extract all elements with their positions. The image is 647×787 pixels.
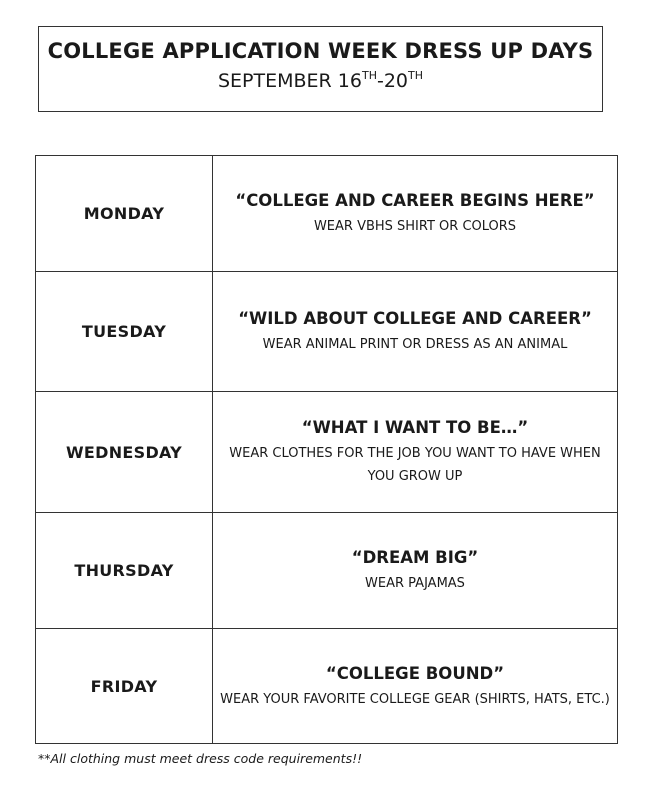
table-row	[36, 513, 618, 629]
theme-cell	[213, 513, 618, 629]
theme-title: “DREAM BIG”	[351, 548, 479, 567]
theme-cell	[213, 392, 618, 513]
table-row	[36, 272, 618, 392]
theme-cell	[213, 156, 618, 272]
theme-instruction: WEAR VBHS SHIRT OR COLORS	[313, 219, 517, 234]
theme-cell	[213, 629, 618, 744]
day-label: WEDNESDAY	[36, 392, 213, 513]
theme-title: “WHAT I WANT TO BE…”	[301, 418, 529, 437]
theme-instruction: WEAR YOUR FAVORITE COLLEGE GEAR (SHIRTS, HATS, ETC.)	[220, 691, 610, 707]
day-label: FRIDAY	[36, 629, 213, 744]
date-start: SEPTEMBER 16	[217, 70, 362, 92]
page-title: COLLEGE APPLICATION WEEK DRESS UP DAYS	[47, 39, 594, 63]
theme-instruction: WEAR CLOTHES FOR THE JOB YOU WANT TO HAVE WHEN YOU GROW UP	[229, 446, 601, 484]
dress-code-footnote: **All clothing must meet dress code requirements!!	[38, 751, 363, 766]
day-label: THURSDAY	[36, 513, 213, 629]
theme-cell	[213, 272, 618, 392]
theme-title: “WILD ABOUT COLLEGE AND CAREER”	[238, 309, 592, 328]
date-end-suffix: TH	[408, 69, 424, 82]
date-start-suffix: TH	[361, 69, 377, 82]
day-label: TUESDAY	[36, 272, 213, 392]
day-label: MONDAY	[36, 156, 213, 272]
title-box	[38, 26, 603, 112]
theme-instruction: WEAR ANIMAL PRINT OR DRESS AS AN ANIMAL	[262, 337, 568, 352]
table-row	[36, 392, 618, 513]
date-range	[39, 69, 602, 92]
date-end: -20	[376, 70, 409, 92]
table-row	[36, 156, 618, 272]
theme-instruction: WEAR PAJAMAS	[365, 576, 465, 591]
dress-up-schedule-table	[35, 155, 618, 744]
theme-title: “COLLEGE BOUND”	[325, 663, 505, 683]
theme-title: “COLLEGE AND CAREER BEGINS HERE”	[235, 191, 595, 210]
table-row	[36, 629, 618, 744]
